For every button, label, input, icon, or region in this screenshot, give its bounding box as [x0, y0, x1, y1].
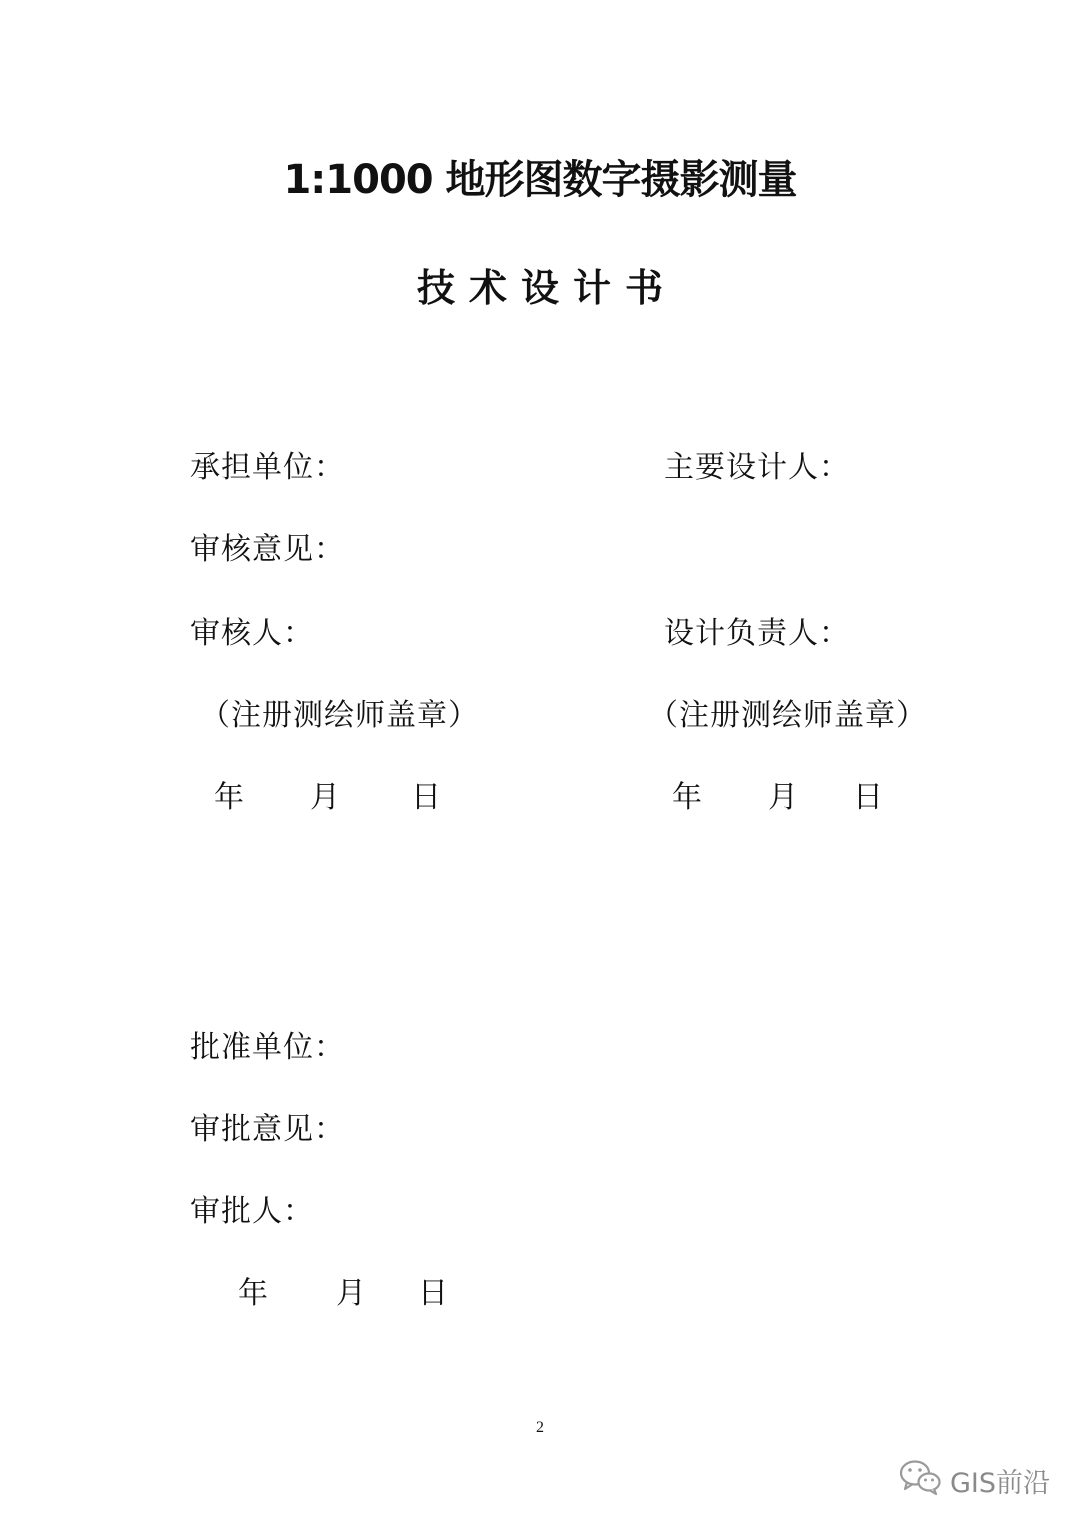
- seal-note-left: （注册测绘师盖章）: [200, 698, 479, 733]
- date-month: 月: [336, 1276, 366, 1311]
- wechat-icon: [898, 1458, 942, 1503]
- document-subtitle: 技术设计书: [416, 266, 677, 310]
- date-day: 日: [853, 780, 883, 815]
- date-year: 年: [238, 1276, 268, 1311]
- approver-label: 审批人：: [190, 1194, 314, 1229]
- reviewer-label: 审核人：: [190, 616, 314, 651]
- approval-unit-label: 批准单位：: [190, 1030, 345, 1065]
- date-month: 月: [768, 780, 798, 815]
- seal-note-right: （注册测绘师盖章）: [648, 698, 927, 733]
- date-day: 日: [418, 1276, 448, 1311]
- watermark: [898, 1458, 1050, 1502]
- document-title: 1:1000 地形图数字摄影测量: [283, 157, 797, 203]
- design-lead-label: 设计负责人：: [664, 616, 850, 651]
- date-row-approval: [0, 1272, 1080, 1316]
- approval-opinion-label: 审批意见：: [190, 1112, 345, 1147]
- undertaking-unit-label: 承担单位：: [190, 450, 345, 485]
- date-row-right: [0, 776, 1080, 820]
- date-day: 日: [411, 780, 441, 815]
- review-opinion-label: 审核意见：: [190, 532, 345, 567]
- date-year: 年: [672, 780, 702, 815]
- page-number: 2: [536, 1419, 544, 1436]
- date-year: 年: [214, 780, 244, 815]
- date-month: 月: [310, 780, 340, 815]
- main-designer-label: 主要设计人：: [664, 450, 850, 485]
- watermark-text: GIS前沿: [950, 1467, 1051, 1499]
